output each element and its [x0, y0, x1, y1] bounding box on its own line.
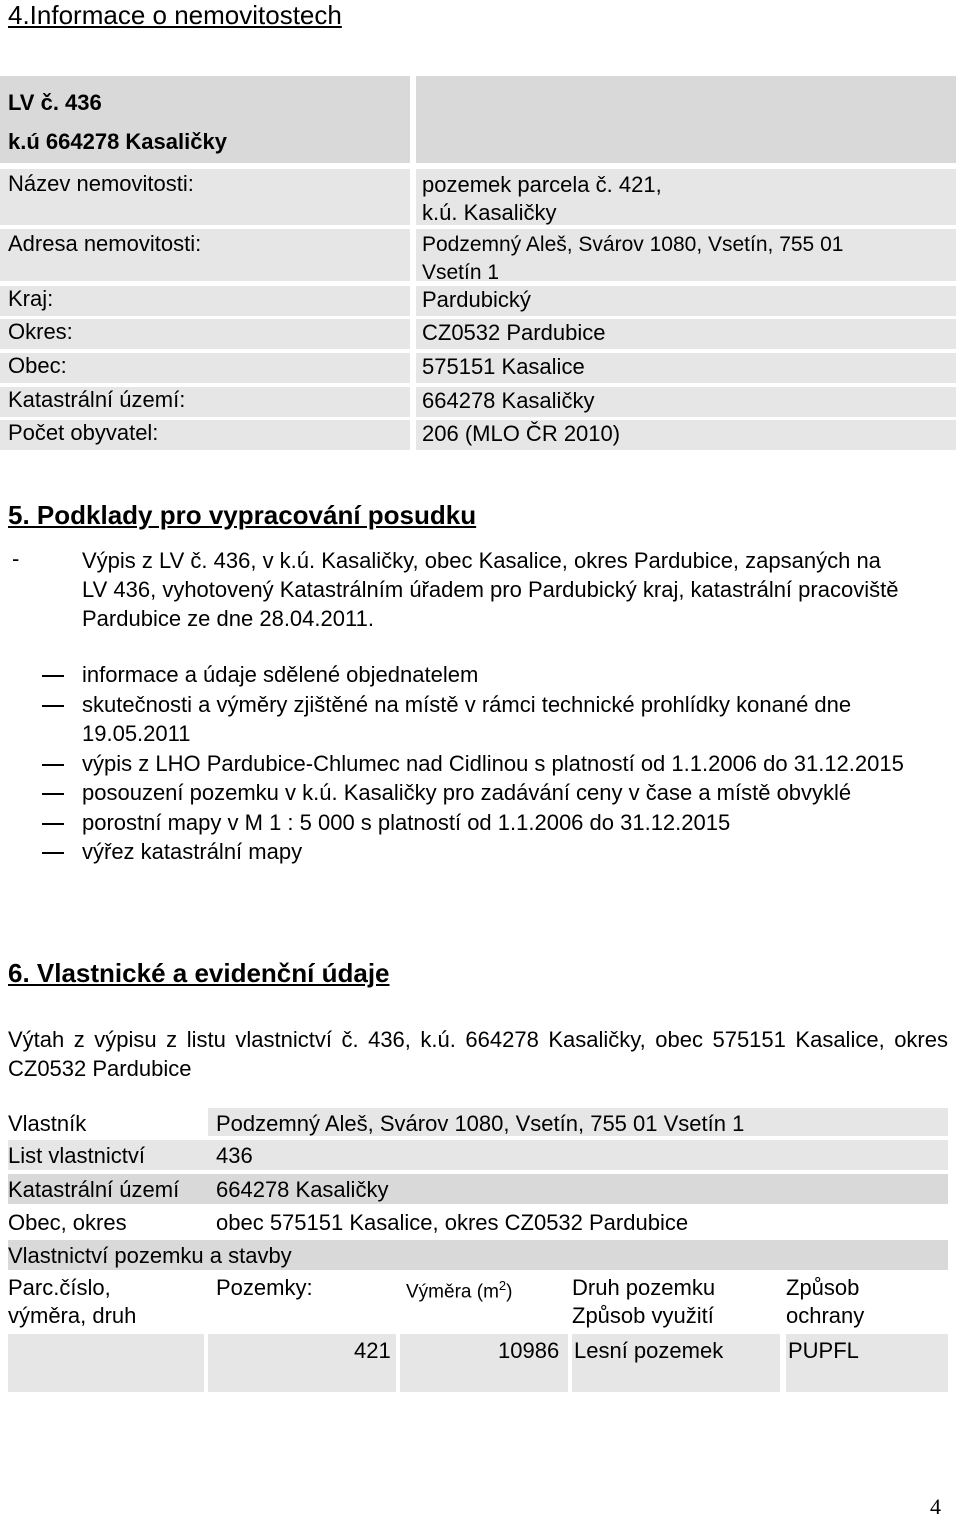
row-label: Okres: — [8, 319, 73, 344]
obec-row — [8, 1207, 948, 1237]
table-row — [0, 286, 958, 316]
parcel-row — [8, 1334, 948, 1392]
section-6-title: 6. Vlastnické a evidenční údaje — [8, 958, 390, 988]
table-header — [0, 76, 958, 163]
row-label: Počet obyvatel: — [8, 420, 159, 445]
table-row — [0, 319, 958, 349]
parcel-type: Lesní pozemek — [574, 1338, 724, 1363]
col-druh: Druh pozemku Způsob využití — [572, 1275, 716, 1328]
lv-row — [8, 1140, 948, 1170]
col-vymera: Výměra $(m^2)$ — [406, 1278, 513, 1303]
cadastral-area: k.ú 664278 Kasaličky — [8, 129, 227, 154]
owner-row — [8, 1108, 948, 1136]
lv-extract-intro: Výtah z výpisu z listu vlastnictví č. 436, k.ú. 664278 Kasaličky, obec 575151 Kasalice, okres CZ0532 Pardubice — [8, 1027, 948, 1081]
list-item: výpis z LHO Pardubice-Chlumec nad Cidlinou s platností od 1.1.2006 do 31.12.2015 — [0, 749, 930, 779]
list-item: informace a údaje sdělené objednatelem — [0, 660, 930, 690]
col-parc: Parc.číslo, výměra, druh — [8, 1275, 137, 1328]
row-value: pozemek parcela č. 421, k.ú. Kasaličky — [422, 172, 662, 225]
table-row — [0, 353, 958, 383]
table-row — [0, 229, 958, 284]
row-value: Podzemný Aleš, Svárov 1080, Vsetín, 755 01 Vsetín 1 — [422, 233, 844, 284]
row-value: obec 575151 Kasalice, okres CZ0532 Pardubice — [216, 1210, 689, 1235]
ku-row — [8, 1174, 948, 1204]
lv-number: LV č. 436 — [8, 90, 102, 115]
ownership-row — [8, 1240, 948, 1270]
row-value: Podzemný Aleš, Svárov 1080, Vsetín, 755 01 Vsetín 1 — [216, 1111, 745, 1136]
list-item: skutečnosti a výměry zjištěné na místě v rámci technické prohlídky konané dne 19.05.2011 — [0, 690, 930, 749]
row-label: Katastrální území: — [8, 387, 186, 412]
row-label: Vlastník — [8, 1111, 87, 1136]
row-value: 664278 Kasaličky — [422, 388, 595, 413]
row-label: Obec, okres — [8, 1210, 127, 1235]
section-5-title: 5. Podklady pro vypracování posudku — [8, 500, 477, 530]
row-label: Obec: — [8, 353, 67, 378]
row-label: Katastrální území — [8, 1177, 180, 1202]
row-label: Adresa nemovitosti: — [8, 231, 202, 256]
list-item: posouzení pozemku v k.ú. Kasaličky pro zadávání ceny v čase a místě obvyklé — [0, 778, 930, 808]
sources-list — [0, 660, 930, 867]
table-row — [0, 420, 958, 450]
parcel-number: 421 — [354, 1338, 391, 1363]
list-item: Výpis z LV č. 436, v k.ú. Kasaličky, obec Kasalice, okres Pardubice, zapsaných na LV 436, vyhotovený Katastrálním úřadem pro Pardubický kraj, katastrální pracoviště Pardubice ze dne 28.04.2011. — [82, 548, 899, 631]
list-dash: - — [12, 546, 20, 571]
parcel-table-header — [8, 1270, 948, 1334]
table-row — [0, 169, 958, 225]
row-label: List vlastnictví — [8, 1143, 145, 1168]
row-value: 206 (MLO ČR 2010) — [422, 421, 621, 446]
section-4-title: 4.Informace o nemovitostech — [8, 0, 342, 30]
property-info-table — [0, 76, 958, 446]
row-value: Pardubický — [422, 287, 531, 312]
row-label: Kraj: — [8, 286, 54, 311]
list-item: porostní mapy v M 1 : 5 000 s platností od 1.1.2006 do 31.12.2015 — [0, 808, 930, 838]
row-value: 436 — [216, 1143, 253, 1168]
row-label: Název nemovitosti: — [8, 171, 194, 196]
parcel-protection: PUPFL — [788, 1338, 859, 1363]
parcel-area: 10986 — [498, 1338, 560, 1363]
row-value: 575151 Kasalice — [422, 354, 585, 379]
table-row — [0, 387, 958, 417]
row-value: 664278 Kasaličky — [216, 1177, 389, 1202]
row-label: Vlastnictví pozemku a stavby — [8, 1243, 292, 1268]
list-item: výřez katastrální mapy — [0, 837, 930, 867]
row-value: CZ0532 Pardubice — [422, 320, 606, 345]
col-pozemky: Pozemky: — [216, 1275, 313, 1300]
col-zpusob: Způsob ochrany — [786, 1275, 865, 1328]
page-number: 4 — [930, 1494, 941, 1519]
